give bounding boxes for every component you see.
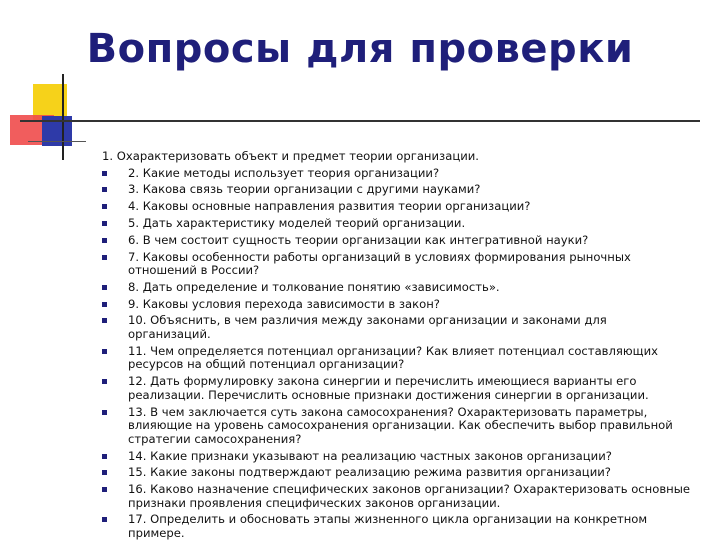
question-text: 13. В чем заключается суть закона самосохранения? Охарактеризовать параметры, влияющие на уровень самосохранения организации. Как обеспечить выбор правильной стратегии самосохранения? (128, 404, 673, 446)
square-bullet-icon (102, 171, 107, 176)
horizontal-rule (20, 120, 700, 122)
square-bullet-icon (102, 204, 107, 209)
list-item (102, 167, 692, 181)
question-text: 4. Каковы основные направления развития теории организации? (128, 199, 531, 214)
question-text: 15. Какие законы подтверждают реализацию режима развития организации? (128, 465, 611, 480)
square-bullet-icon (102, 221, 107, 226)
square-bullet-icon (102, 302, 107, 307)
question-text: 6. В чем состоит сущность теории организации как интегративной науки? (128, 232, 589, 247)
list-item (102, 314, 692, 341)
list-item (102, 466, 692, 480)
question-text: 5. Дать характеристику моделей теорий организации. (128, 215, 466, 230)
square-bullet-icon (102, 285, 107, 290)
list-item (102, 298, 692, 312)
list-item (102, 234, 692, 248)
list-item (102, 183, 692, 197)
question-text: 17. Определить и обосновать этапы жизненного цикла организации на конкретном примере. (128, 512, 648, 541)
square-bullet-icon (102, 349, 107, 354)
vertical-line (62, 74, 64, 160)
list-item (102, 483, 692, 510)
square-bullet-icon (102, 318, 107, 323)
list-item (102, 450, 692, 464)
square-bullet-icon (102, 410, 107, 415)
question-text: 2. Какие методы использует теория организации? (128, 165, 440, 180)
square-bullet-icon (102, 454, 107, 459)
question-text: 16. Каково назначение специфических законов организации? Охарактеризовать основные признаки проявления специфических законов организации. (128, 482, 691, 510)
square-bullet-icon (102, 187, 107, 192)
list-item (102, 217, 692, 231)
list-item (102, 200, 692, 214)
short-horizontal-line (28, 141, 86, 142)
square-bullet-icon (102, 487, 107, 492)
questions-list (102, 150, 692, 544)
list-item (102, 345, 692, 372)
square-bullet-icon (102, 517, 107, 522)
question-text: 3. Какова связь теории организации с другими науками? (128, 182, 481, 197)
list-item (102, 513, 692, 540)
question-text: 14. Какие признаки указывают на реализацию частных законов организации? (128, 448, 612, 463)
square-bullet-icon (102, 379, 107, 384)
question-text: 7. Каковы особенности работы организаций в условиях формирования рыночных отношений в России? (128, 249, 631, 278)
question-text: 9. Каковы условия перехода зависимости в закон? (128, 296, 440, 311)
square-bullet-icon (102, 255, 107, 260)
list-item (102, 406, 692, 447)
square-bullet-icon (102, 470, 107, 475)
question-text: 12. Дать формулировку закона синергии и перечислить имеющиеся варианты его реализации. Перечислить основные признаки достижения синергии в организации. (128, 374, 649, 402)
list-item (102, 251, 692, 278)
question-text: 8. Дать определение и толкование понятию «зависимость». (128, 279, 500, 294)
slide-title: Вопросы для проверки (86, 26, 634, 72)
list-item (102, 375, 692, 402)
square-bullet-icon (102, 238, 107, 243)
list-item (102, 281, 692, 295)
question-text: 10. Объяснить, в чем различия между законами организации и законами для организаций. (128, 313, 607, 342)
head-question: 1. Охарактеризовать объект и предмет теории организации. (102, 149, 479, 163)
question-text: 11. Чем определяется потенциал организации? Как влияет потенциал составляющих ресурсов на общий потенциал организации? (128, 343, 658, 372)
